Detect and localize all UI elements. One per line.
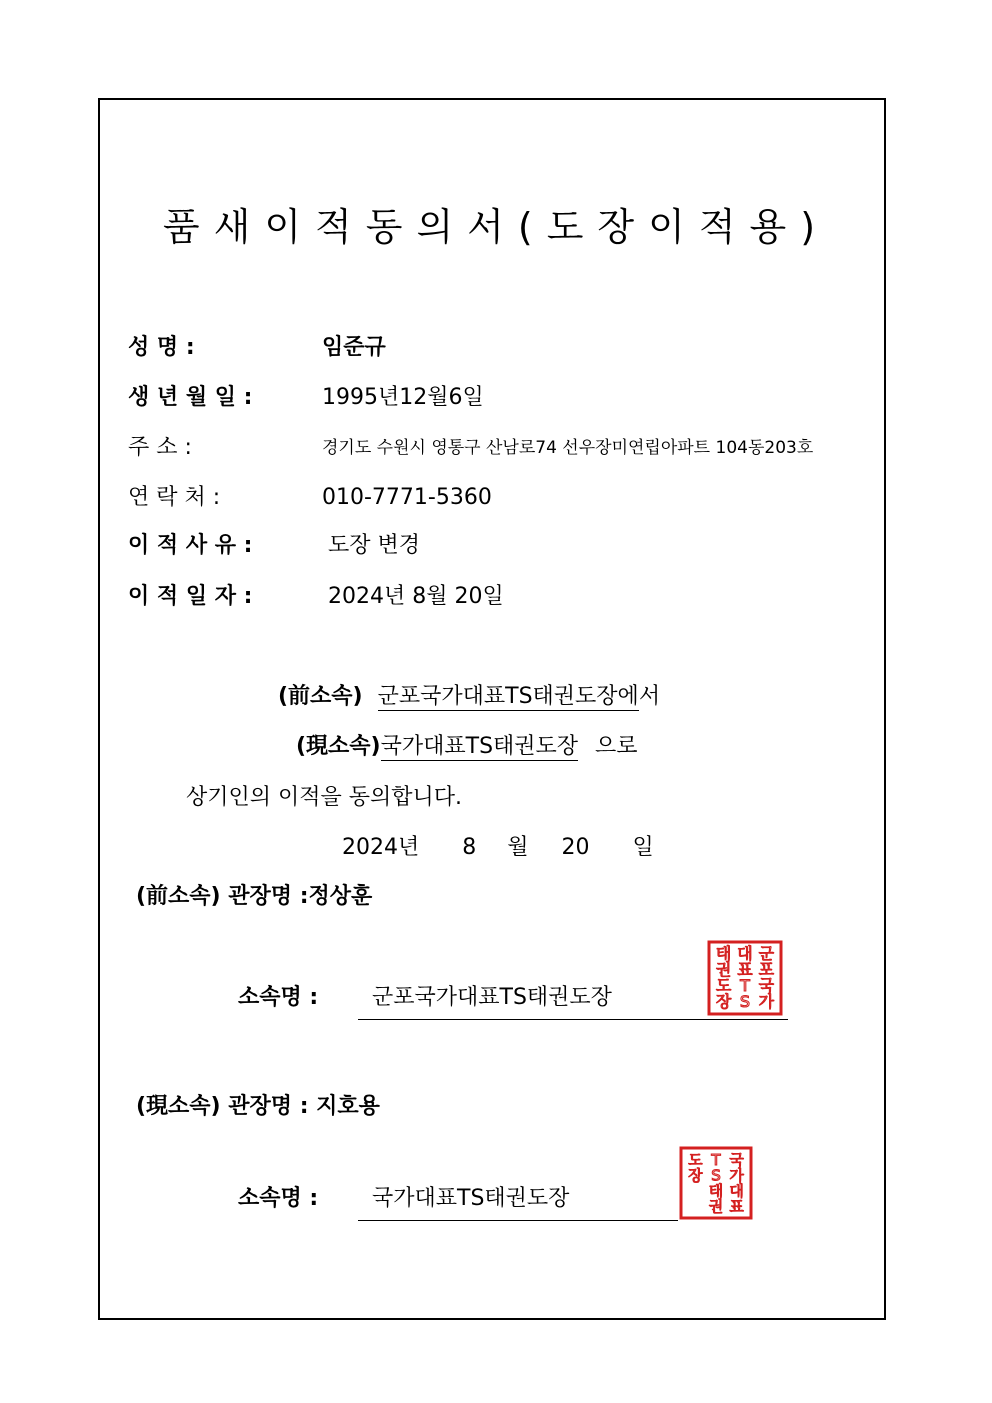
prev-org-underline — [358, 1019, 788, 1020]
seal-char: 표 — [737, 960, 753, 979]
name-value: 임준규 — [322, 335, 386, 360]
seal-char: 태 — [708, 1181, 724, 1200]
consent-date — [342, 832, 654, 864]
seal-char: 권 — [708, 1197, 724, 1216]
curr-gym-line — [296, 731, 638, 763]
seal-char: 대 — [737, 944, 753, 963]
seal-char: 도 — [688, 1150, 703, 1169]
reason-label: 이 적 사 유 : — [128, 533, 253, 558]
seal-char: T — [711, 1150, 721, 1169]
prev-org-value: 군포국가대표TS태권도장 — [372, 985, 612, 1010]
contact-value: 010-7771-5360 — [322, 485, 492, 510]
curr-org-value: 국가대표TS태권도장 — [372, 1186, 570, 1211]
seal-char: 장 — [688, 1166, 703, 1185]
date-year: 2024년 — [342, 835, 420, 860]
seal-char: 대 — [729, 1181, 744, 1200]
curr-gym-seal — [679, 1146, 753, 1220]
date-value: 2024년 8월 20일 — [328, 584, 504, 609]
curr-gym: 국가대표TS태권도장 — [380, 734, 579, 759]
seal-char: 도 — [715, 976, 732, 995]
seal-char: 가 — [758, 992, 775, 1011]
reason-value: 도장 변경 — [328, 533, 421, 558]
seal-char: 태 — [715, 944, 732, 963]
date-day: 20 — [561, 835, 590, 860]
address-value: 경기도 수원시 영통구 산남로74 선우장미연립아파트 104동203호 — [322, 438, 814, 458]
date-label: 이 적 일 자 : — [128, 584, 253, 609]
curr-director: (現소속) 관장명 : 지호용 — [136, 1094, 380, 1119]
curr-org-underline — [358, 1220, 678, 1221]
seal-char: S — [739, 992, 751, 1011]
seal-char: 장 — [715, 992, 732, 1011]
seal-char: 군 — [758, 944, 775, 963]
seal-char: 포 — [758, 960, 775, 979]
curr-suffix: 으로 — [595, 734, 638, 759]
document-title: 품새이적동의서(도장이적용) — [162, 205, 830, 249]
prev-suffix: 서 — [638, 684, 661, 709]
seal-char: 권 — [715, 960, 732, 979]
seal-char: 국 — [729, 1150, 744, 1169]
seal-char: T — [740, 976, 750, 995]
birth-value: 1995년12월6일 — [322, 385, 484, 410]
consent-text: 상기인의 이적을 동의합니다. — [186, 785, 463, 810]
prev-gym-seal — [707, 940, 783, 1016]
date-month: 8 — [462, 835, 477, 860]
date-month-unit: 월 — [507, 835, 529, 860]
seal-char: 표 — [729, 1197, 744, 1216]
birth-label: 생 년 월 일 : — [128, 385, 253, 410]
name-label: 성 명 : — [128, 335, 195, 360]
address-label: 주 소 : — [128, 435, 192, 460]
seal-char: S — [711, 1166, 721, 1185]
prev-label: (前소속) — [278, 684, 363, 709]
date-day-unit: 일 — [632, 835, 654, 860]
seal-char: 국 — [758, 976, 775, 995]
prev-director: (前소속) 관장명 :정상훈 — [136, 884, 373, 909]
prev-gym-line — [278, 681, 660, 713]
contact-label: 연 락 처 : — [128, 485, 221, 510]
prev-org-label: 소속명 : — [238, 985, 319, 1010]
curr-org-label: 소속명 : — [238, 1186, 319, 1211]
prev-gym: 군포국가대표TS태권도장에 — [377, 684, 639, 709]
seal-char: 가 — [729, 1166, 744, 1185]
curr-label: (現소속) — [296, 734, 381, 759]
